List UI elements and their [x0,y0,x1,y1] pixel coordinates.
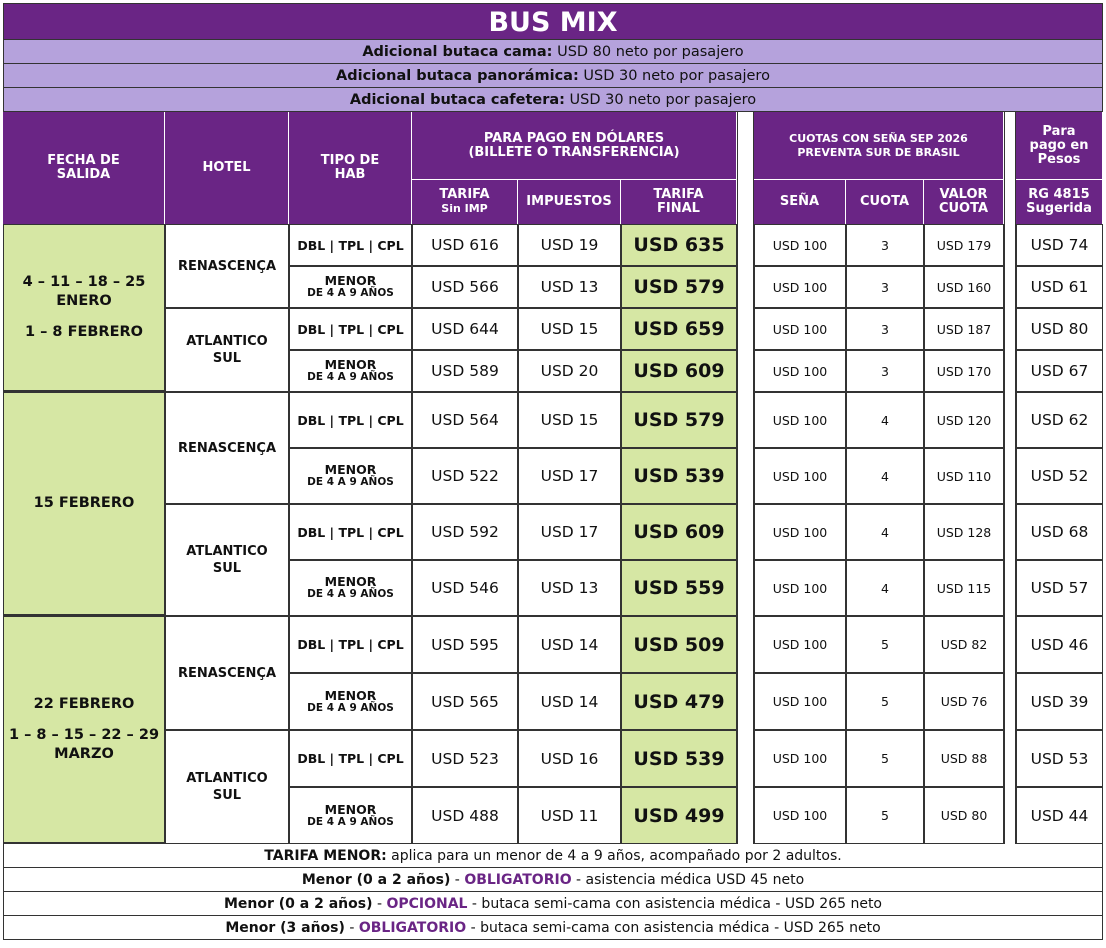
room-type: DBL | TPL | CPL [297,524,404,540]
footer-note-part: - asistencia médica USD 45 neto [571,872,805,888]
header-tipo [289,112,412,224]
sena-cell [754,308,846,350]
pesos-cell-value: USD 46 [1030,635,1089,654]
tarifa-cell-value: USD 564 [431,411,499,429]
tarifa-final-cell [621,266,737,308]
impuestos-cell [518,673,621,730]
cuota-cell-value: 4 [881,412,889,428]
footer-note-part: OPCIONAL [386,896,468,912]
sena-cell-value: USD 100 [772,363,828,379]
room-type: MENOR [324,462,377,477]
tarifa-final-cell [621,448,737,504]
pesos-cell [1016,560,1103,616]
room-type-cell [289,560,412,616]
extra-charge-text: USD 30 neto por pasajero [564,92,757,108]
pesos-cell-value: USD 80 [1030,320,1089,338]
departure-date-cell [3,224,165,392]
tarifa-final-cell-value: USD 539 [633,747,725,770]
header-rg-text: Sugerida [1026,201,1092,216]
extra-charge-row [3,40,1103,64]
sena-cell [754,224,846,266]
pesos-cell-value: USD 67 [1030,362,1089,380]
hotel-name: SUL [212,788,242,803]
cuota-cell-value: 3 [881,279,889,295]
cuota-cell-value: 3 [881,321,889,337]
pesos-cell-value: USD 44 [1030,806,1089,825]
impuestos-cell-value: USD 11 [540,806,599,825]
tarifa-cell-value: USD 595 [431,635,499,654]
hotel-name: SUL [212,351,242,366]
header-fecha [3,112,165,224]
hotel-name: ATLANTICO [186,544,268,559]
sena-cell [754,673,846,730]
sena-cell-value: USD 100 [772,321,828,337]
tarifa-cell-value: USD 523 [431,749,499,768]
sena-cell [754,616,846,673]
header-dolares-text2: (BILLETE O TRANSFERENCIA) [468,144,680,160]
tarifa-final-cell-value: USD 579 [633,409,725,431]
tarifa-final-cell-value: USD 635 [633,234,725,256]
header-rg [1016,180,1103,224]
tarifa-final-cell-value: USD 499 [633,804,725,827]
tarifa-cell-value: USD 546 [431,579,499,597]
valor-cuota-cell [924,787,1004,844]
tarifa-final-cell [621,224,737,266]
sena-cell-value: USD 100 [772,751,828,766]
valor-cuota-cell [924,730,1004,787]
tarifa-cell-value: USD 644 [431,320,499,338]
sena-cell-value: USD 100 [772,808,828,823]
tarifa-cell-value: USD 566 [431,278,499,296]
tarifa-cell-value: USD 522 [431,467,499,485]
valor-cuota-cell-value: USD 128 [936,524,992,540]
impuestos-cell-value: USD 15 [540,411,599,429]
room-type-cell [289,266,412,308]
tarifa-cell [412,560,518,616]
hotel-name: RENASCENÇA [177,440,277,456]
footer-note [3,868,1103,892]
pesos-cell [1016,787,1103,844]
room-type: DBL | TPL | CPL [297,637,404,652]
impuestos-cell [518,616,621,673]
departure-date-text: 1 – 8 – 15 – 22 – 29 [8,727,160,743]
pesos-cell-value: USD 68 [1030,523,1089,541]
header-cuota-text: CUOTA [859,194,910,209]
pesos-cell [1016,504,1103,560]
tarifa-final-cell-value: USD 659 [633,318,725,340]
cuota-cell [846,504,924,560]
footer-note-part: USD 265 neto [784,896,882,912]
tarifa-cell [412,504,518,560]
header-tarifa-final-text: FINAL [657,201,700,216]
valor-cuota-cell [924,448,1004,504]
valor-cuota-cell [924,504,1004,560]
tarifa-final-cell [621,392,737,448]
header-sena-text: SEÑA [779,194,820,209]
impuestos-cell [518,266,621,308]
tarifa-cell-value: USD 565 [431,692,499,711]
valor-cuota-cell [924,266,1004,308]
departure-date-text: 22 FEBRERO [33,696,135,712]
header-cuotas-text2: PREVENTA SUR DE BRASIL [797,145,960,159]
footer-note-part: aplica para un menor de 4 a 9 años, acompañado por 2 adultos. [386,848,842,864]
impuestos-cell [518,730,621,787]
sena-cell [754,392,846,448]
header-dolares-group [412,112,737,180]
header-sena [754,180,846,224]
header-valor-cuota [924,180,1004,224]
pesos-cell [1016,448,1103,504]
departure-date-text: 1 – 8 FEBRERO [25,324,143,340]
footer-note-part: Menor (3 años) [225,920,345,936]
tarifa-cell [412,616,518,673]
pesos-cell-value: USD 61 [1030,278,1089,296]
room-type: MENOR [324,801,377,817]
hotel-name: ATLANTICO [186,771,268,786]
pesos-cell-value: USD 74 [1030,236,1089,254]
pesos-cell-value: USD 52 [1030,467,1089,485]
pesos-cell [1016,392,1103,448]
footer-note-part: - [372,896,387,912]
valor-cuota-cell [924,308,1004,350]
tarifa-cell-value: USD 592 [431,523,499,541]
room-type-cell [289,392,412,448]
room-type-cell [289,616,412,673]
header-tipo-text: TIPO DE [320,153,380,168]
cuota-cell-value: 5 [881,751,889,766]
room-type-cell [289,350,412,392]
cuota-cell [846,392,924,448]
sena-cell [754,504,846,560]
footer-note-part: Menor (0 a 2 años) [301,872,451,888]
tarifa-cell [412,266,518,308]
room-type: DBL | TPL | CPL [297,751,404,766]
pesos-cell [1016,224,1103,266]
pesos-cell-value: USD 53 [1030,749,1089,768]
impuestos-cell-value: USD 17 [540,467,599,485]
valor-cuota-cell-value: USD 110 [936,468,992,484]
valor-cuota-cell-value: USD 82 [940,637,988,652]
departure-date-text: ENERO [56,293,112,309]
tarifa-final-cell [621,673,737,730]
room-type-cell [289,730,412,787]
valor-cuota-cell [924,616,1004,673]
header-pesos-group [1016,112,1103,180]
footer-note [3,892,1103,916]
header-cuota [846,180,924,224]
cuota-cell-value: 4 [881,580,889,596]
header-impuestos [518,180,621,224]
tarifa-final-cell-value: USD 539 [633,465,725,487]
pesos-cell [1016,308,1103,350]
column-gap [737,112,754,868]
departure-date-text: MARZO [54,746,114,762]
tarifa-final-cell [621,560,737,616]
header-pesos-group-text: Pesos [1037,151,1081,167]
room-type: MENOR [324,357,377,372]
header-rg-text: RG 4815 [1028,187,1090,202]
hotel-name-cell [165,616,289,730]
footer-note-part: OBLIGATORIO [358,920,467,936]
tarifa-final-cell-value: USD 509 [633,633,725,656]
sena-cell [754,448,846,504]
pesos-cell-value: USD 39 [1030,692,1089,711]
cuota-cell [846,787,924,844]
header-cuotas-text: CUOTAS CON SEÑA SEP 2026 [789,131,968,145]
tarifa-cell [412,392,518,448]
impuestos-cell-value: USD 17 [540,523,599,541]
room-type: MENOR [324,273,377,288]
hotel-name: RENASCENÇA [177,665,277,681]
impuestos-cell [518,392,621,448]
room-type-cell [289,504,412,560]
tarifa-cell-value: USD 589 [431,362,499,380]
departure-date-cell [3,392,165,616]
sena-cell-value: USD 100 [772,637,828,652]
valor-cuota-cell [924,350,1004,392]
room-type-cell [289,224,412,266]
hotel-name: ATLANTICO [186,334,268,349]
valor-cuota-cell-value: USD 170 [936,363,992,379]
sena-cell-value: USD 100 [772,237,828,253]
impuestos-cell-value: USD 13 [540,278,599,296]
valor-cuota-cell-value: USD 120 [936,412,992,428]
sena-cell [754,730,846,787]
cuota-cell [846,308,924,350]
header-tarifa-text: Sin IMP [441,202,488,215]
hotel-name-cell [165,392,289,504]
valor-cuota-cell-value: USD 179 [936,237,992,253]
departure-date-text: 4 – 11 – 18 – 25 [22,274,146,290]
valor-cuota-cell [924,392,1004,448]
room-type-sub: DE 4 A 9 AÑOS [307,476,394,488]
tarifa-cell [412,308,518,350]
cuota-cell-value: 3 [881,237,889,253]
pesos-cell-value: USD 62 [1030,411,1089,429]
header-cuotas-group [754,112,1004,180]
header-valor-cuota-text: VALOR [939,187,988,202]
room-type: DBL | TPL | CPL [297,412,404,428]
departure-date-text: 15 FEBRERO [33,495,135,511]
valor-cuota-cell-value: USD 80 [940,808,988,823]
footer-note-part: - [344,920,359,936]
impuestos-cell [518,224,621,266]
room-type-sub: DE 4 A 9 AÑOS [307,815,394,828]
footer-note-part: TARIFA MENOR: [264,848,387,864]
footer-note-part: - [450,872,465,888]
cuota-cell-value: 4 [881,524,889,540]
footer-note [3,916,1103,940]
impuestos-cell-value: USD 15 [540,320,599,338]
column-gap [1004,112,1016,868]
sena-cell-value: USD 100 [772,524,828,540]
cuota-cell-value: 5 [881,694,889,709]
header-tarifa [412,180,518,224]
tarifa-cell [412,448,518,504]
page-title: BUS MIX [3,3,1103,40]
header-fecha-text: SALIDA [56,167,111,182]
tarifa-final-cell-value: USD 609 [633,521,725,543]
tarifa-final-cell [621,504,737,560]
tarifa-final-cell [621,616,737,673]
tarifa-final-cell [621,787,737,844]
hotel-name-cell [165,730,289,844]
footer-note-part: Menor (0 a 2 años) [223,896,373,912]
cuota-cell-value: 4 [881,468,889,484]
pesos-cell [1016,266,1103,308]
hotel-name-cell [165,224,289,308]
valor-cuota-cell-value: USD 187 [936,321,992,337]
sena-cell-value: USD 100 [772,279,828,295]
cuota-cell [846,560,924,616]
valor-cuota-cell [924,560,1004,616]
room-type-cell [289,448,412,504]
impuestos-cell-value: USD 16 [540,749,599,768]
valor-cuota-cell-value: USD 76 [940,694,988,709]
sena-cell [754,787,846,844]
extra-charge-row [3,88,1103,112]
extra-charge-text: USD 80 neto por pasajero [552,44,744,60]
impuestos-cell-value: USD 20 [540,362,599,380]
tarifa-cell-value: USD 616 [431,236,499,254]
tarifa-cell [412,730,518,787]
footer-note-part: USD 265 neto [783,920,881,936]
room-type: MENOR [324,687,377,703]
footer-note [3,844,1103,868]
cuota-cell [846,350,924,392]
header-hotel-text: HOTEL [202,160,251,175]
room-type: DBL | TPL | CPL [297,237,404,253]
header-tipo-text: HAB [334,167,366,182]
room-type-sub: DE 4 A 9 AÑOS [307,588,394,600]
tarifa-cell [412,673,518,730]
hotel-name: RENASCENÇA [177,258,277,274]
tarifa-cell [412,350,518,392]
header-impuestos-text: IMPUESTOS [526,194,612,209]
tarifa-final-cell-value: USD 559 [633,577,725,599]
valor-cuota-cell-value: USD 115 [936,580,992,596]
header-tarifa-text: TARIFA [439,187,490,202]
tarifa-final-cell-value: USD 579 [633,276,725,298]
sena-cell-value: USD 100 [772,694,828,709]
sena-cell [754,266,846,308]
pesos-cell [1016,616,1103,673]
tarifa-cell [412,787,518,844]
header-tarifa-final-text: TARIFA [653,187,704,202]
header-dolares-text: PARA PAGO EN DÓLARES [483,130,665,146]
footer-note-part: - butaca semi-cama con asistencia médica - [467,896,785,912]
impuestos-cell-value: USD 14 [540,692,599,711]
header-pesos-group-text: pago en [1029,137,1089,153]
cuota-cell [846,730,924,787]
impuestos-cell [518,308,621,350]
tarifa-final-cell [621,350,737,392]
extra-charge-text: USD 30 neto por pasajero [578,68,770,84]
room-type-sub: DE 4 A 9 AÑOS [307,701,394,714]
footer-note-part: OBLIGATORIO [464,872,572,888]
header-hotel [165,112,289,224]
sena-cell-value: USD 100 [772,580,828,596]
hotel-name: SUL [212,561,242,576]
impuestos-cell-value: USD 19 [540,236,599,254]
extra-charge-label: Adicional butaca panorámica: [336,68,579,84]
tarifa-final-cell-value: USD 479 [633,690,725,713]
impuestos-cell-value: USD 13 [540,579,599,597]
header-tarifa-final [621,180,737,224]
extra-charge-label: Adicional butaca cafetera: [349,92,565,108]
room-type: DBL | TPL | CPL [297,321,404,337]
impuestos-cell [518,787,621,844]
footer-note-part: - butaca semi-cama con asistencia médica - [466,920,784,936]
sena-cell-value: USD 100 [772,468,828,484]
cuota-cell [846,673,924,730]
pesos-cell [1016,673,1103,730]
extra-charge-label: Adicional butaca cama: [362,44,553,60]
impuestos-cell-value: USD 14 [540,635,599,654]
header-valor-cuota-text: CUOTA [938,201,989,216]
tarifa-final-cell [621,730,737,787]
pesos-cell [1016,350,1103,392]
room-type: MENOR [324,574,377,589]
sena-cell [754,560,846,616]
tarifa-cell-value: USD 488 [431,806,499,825]
valor-cuota-cell [924,224,1004,266]
impuestos-cell [518,504,621,560]
pesos-cell-value: USD 57 [1030,579,1089,597]
room-type-cell [289,308,412,350]
room-type-cell [289,673,412,730]
impuestos-cell [518,448,621,504]
cuota-cell-value: 5 [881,808,889,823]
cuota-cell [846,616,924,673]
sena-cell-value: USD 100 [772,412,828,428]
cuota-cell [846,266,924,308]
header-fecha-text: FECHA DE [47,153,120,168]
sena-cell [754,350,846,392]
room-type-cell [289,787,412,844]
cuota-cell-value: 5 [881,637,889,652]
tarifa-cell [412,224,518,266]
departure-date-cell [3,616,165,844]
pesos-cell [1016,730,1103,787]
cuota-cell-value: 3 [881,363,889,379]
room-type-sub: DE 4 A 9 AÑOS [307,287,394,299]
impuestos-cell [518,560,621,616]
cuota-cell [846,224,924,266]
cuota-cell [846,448,924,504]
impuestos-cell [518,350,621,392]
valor-cuota-cell-value: USD 160 [936,279,992,295]
header-pesos-group-text: Para [1042,123,1076,139]
extra-charge-row [3,64,1103,88]
tarifa-final-cell [621,308,737,350]
hotel-name-cell [165,504,289,616]
hotel-name-cell [165,308,289,392]
valor-cuota-cell-value: USD 88 [940,751,988,766]
valor-cuota-cell [924,673,1004,730]
room-type-sub: DE 4 A 9 AÑOS [307,371,394,383]
tarifa-final-cell-value: USD 609 [633,360,725,382]
